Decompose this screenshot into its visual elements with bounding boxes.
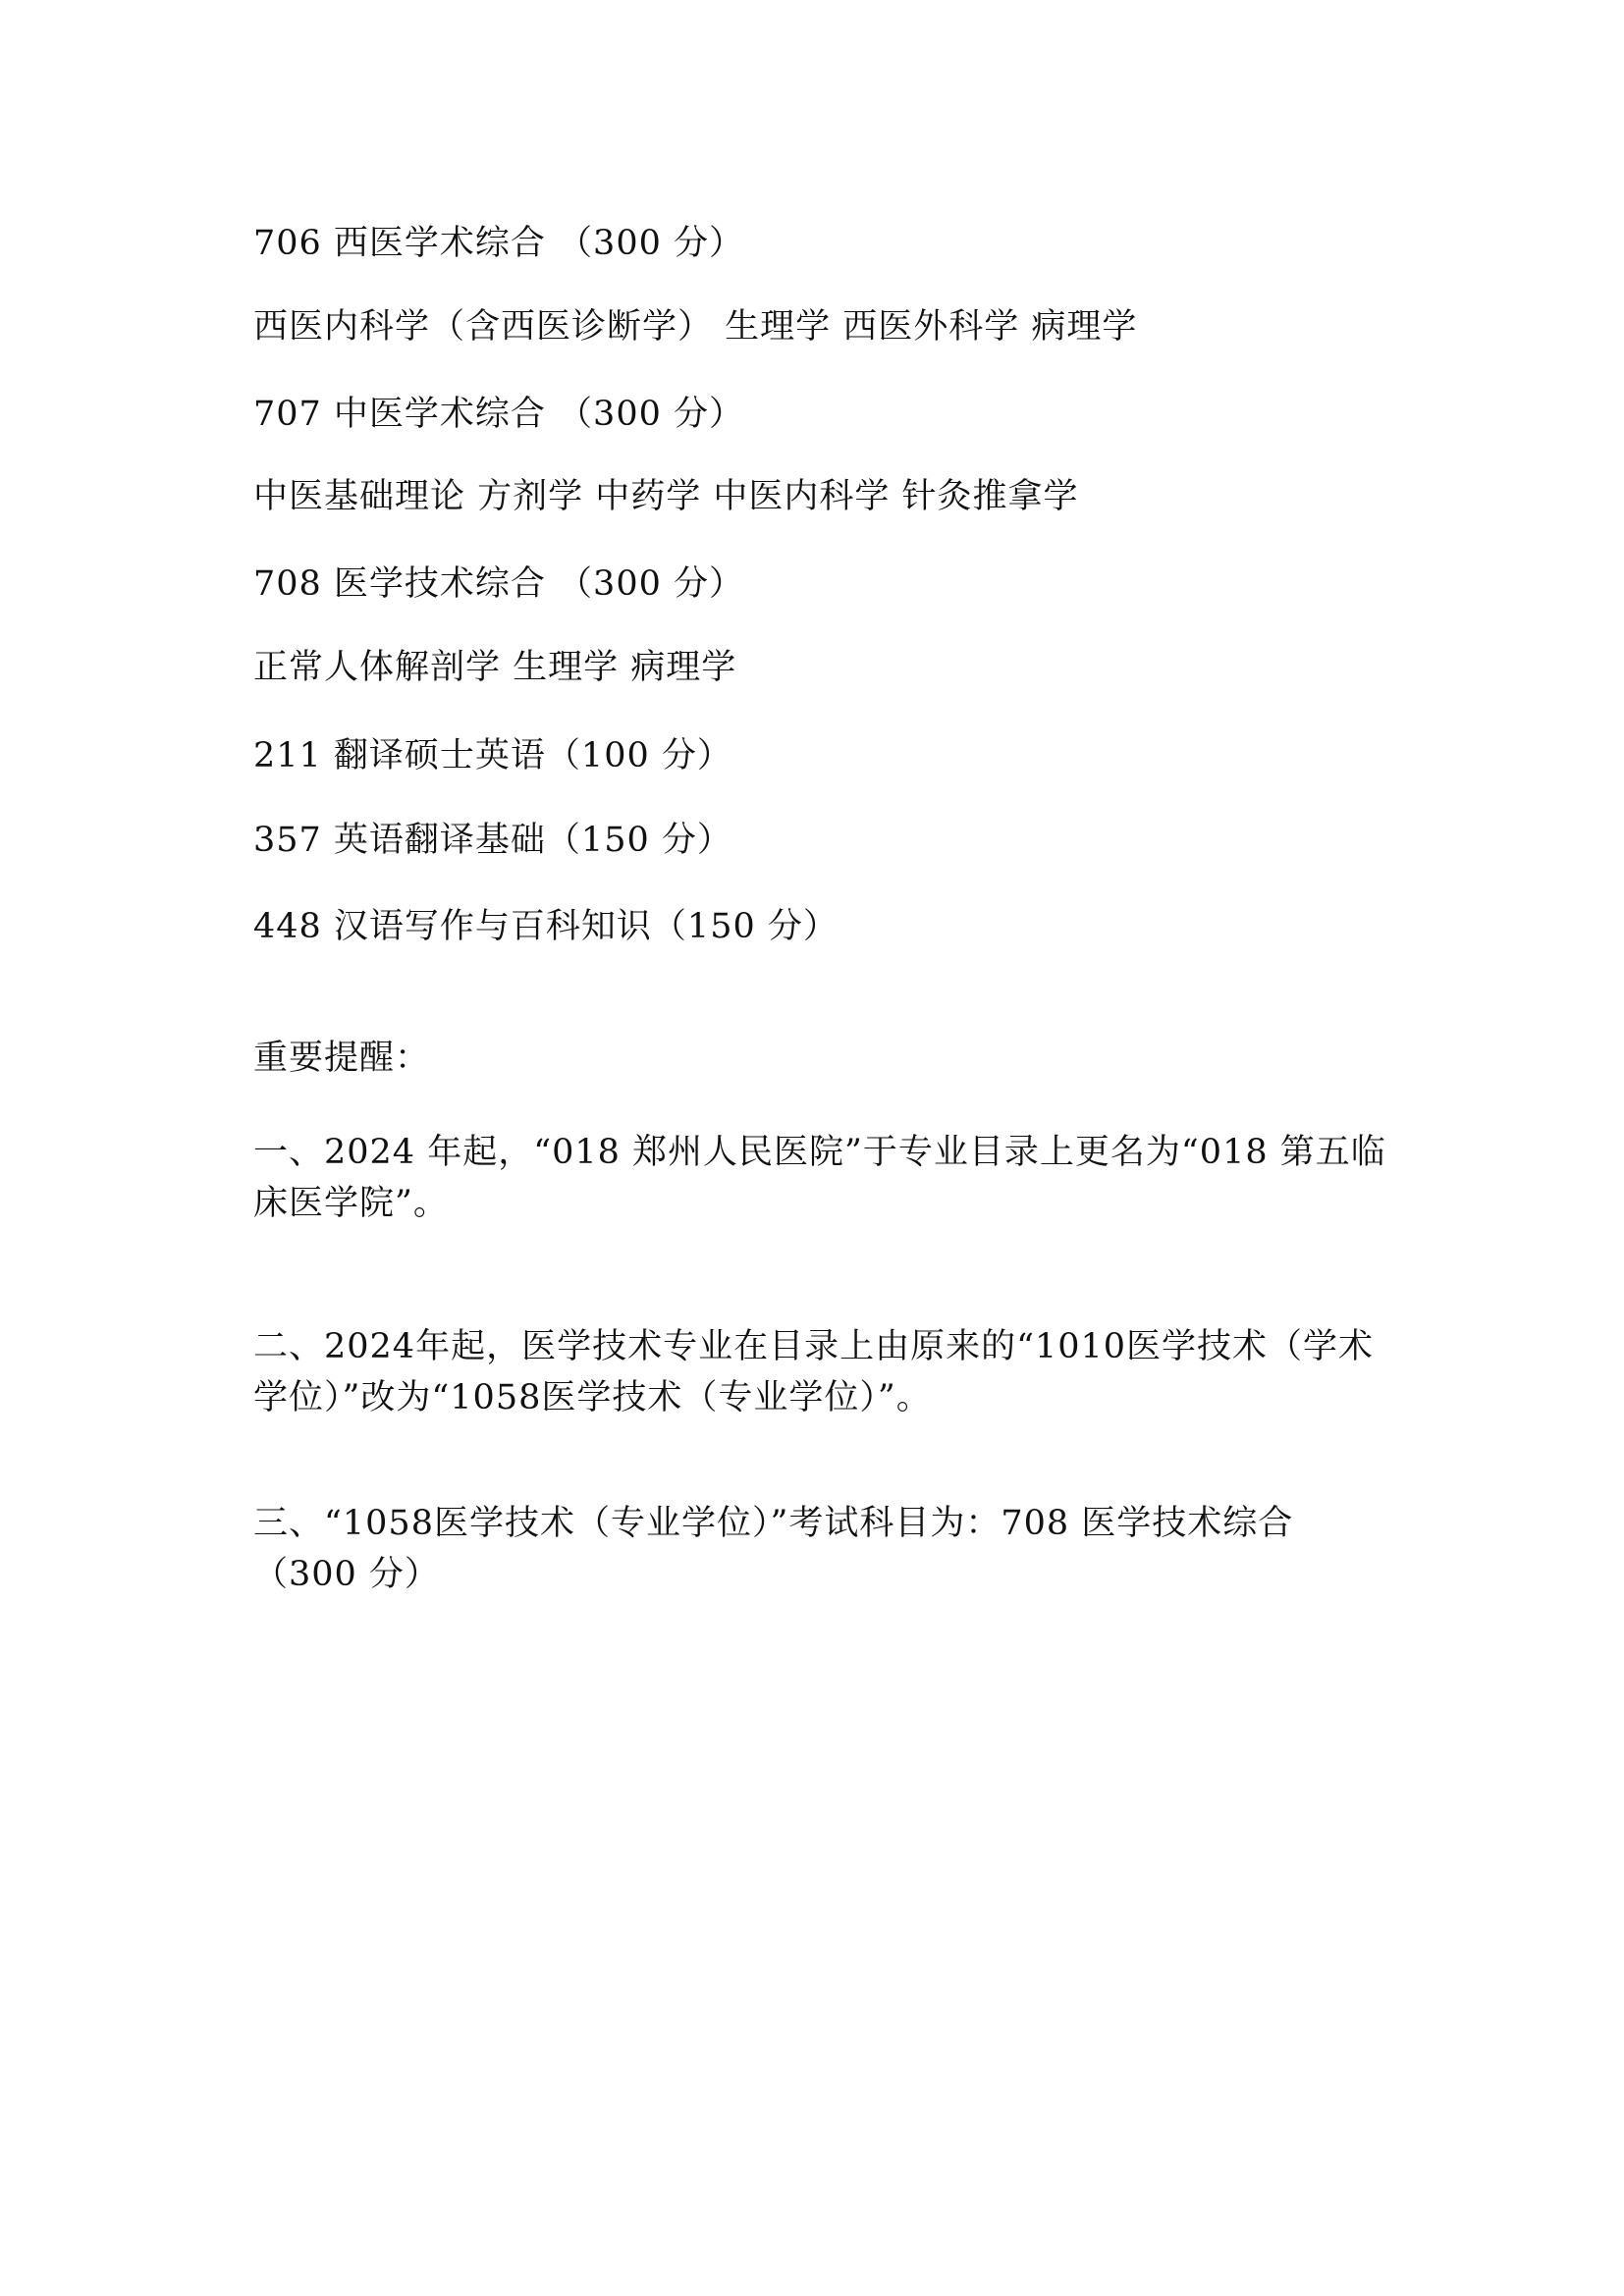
subject-707-content: 中医基础理论 方剂学 中药学 中医内科学 针灸推拿学: [253, 477, 1079, 516]
subject-708-title: 708 医学技术综合 （300 分）: [253, 564, 744, 604]
exam-357: 357 英语翻译基础（150 分）: [253, 821, 732, 860]
reminder-item-3: 三、“1058医学技术（专业学位）”考试科目为：708 医学技术综合 （300 分）: [253, 1504, 1294, 1594]
exam-211: 211 翻译硕士英语（100 分）: [253, 736, 732, 775]
subject-708-content: 正常人体解剖学 生理学 病理学: [253, 648, 737, 687]
exam-448: 448 汉语写作与百科知识（150 分）: [253, 907, 839, 946]
reminder-item-1: 一、2024 年起，“018 郑州人民医院”于专业目录上更名为“018 第五临床医学院”。: [253, 1133, 1386, 1223]
subject-706-title: 706 西医学术综合 （300 分）: [253, 224, 744, 263]
subject-707-title: 707 中医学术综合 （300 分）: [253, 395, 744, 434]
reminder-item-2: 二、2024年起，医学技术专业在目录上由原来的“1010医学技术（学术学位）”改为“1058医学技术（专业学位）”。: [253, 1327, 1375, 1417]
reminder-heading: 重要提醒：: [253, 1039, 431, 1078]
subject-706-content: 西医内科学（含西医诊断学） 生理学 西医外科学 病理学: [253, 307, 1138, 347]
